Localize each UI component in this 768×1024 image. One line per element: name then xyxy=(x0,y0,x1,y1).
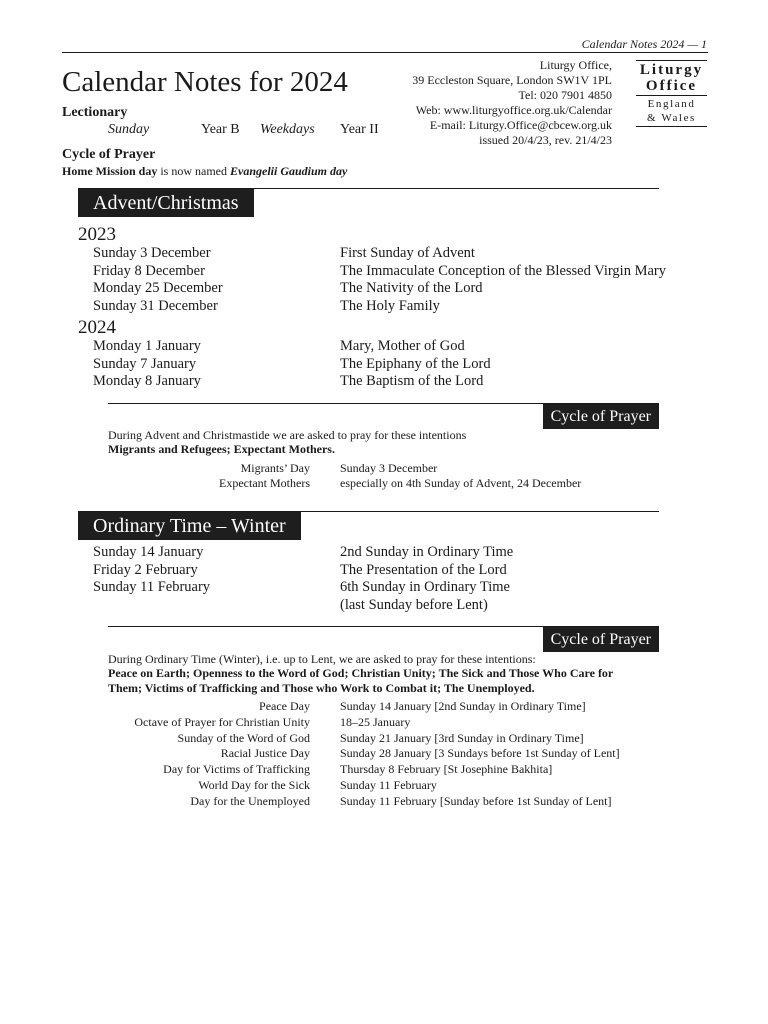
prayer-label: Sunday of the Word of God xyxy=(177,730,310,745)
prayer-value: especially on 4th Sunday of Advent, 24 December xyxy=(340,475,582,490)
feast: The Presentation of the Lord xyxy=(340,561,507,578)
home-mission-note: Home Mission day is now named Evangelii Gaudium day xyxy=(62,164,348,178)
prayer-label: Day for the Unemployed xyxy=(190,793,310,808)
running-head: Calendar Notes 2024 — 1 xyxy=(581,37,707,51)
lectionary-sunday-label: Sunday xyxy=(108,122,150,137)
prayer-value: Sunday 11 February [Sunday before 1st Sunday of Lent] xyxy=(340,793,612,808)
date: Sunday 31 December xyxy=(93,297,218,314)
header-rule xyxy=(62,52,708,53)
date: Friday 2 February xyxy=(93,561,198,578)
prayer-labels xyxy=(110,699,310,810)
prayer-label: Octave of Prayer for Christian Unity xyxy=(134,714,310,729)
feast-column xyxy=(340,544,513,614)
prayer-value: Thursday 8 February [St Josephine Bakhita] xyxy=(340,762,553,777)
cycle-of-prayer-heading: Cycle of Prayer xyxy=(62,147,156,162)
date-column xyxy=(93,245,223,315)
prayer-value: Sunday 14 January [2nd Sunday in Ordinary Time] xyxy=(340,699,586,713)
date-column xyxy=(93,544,210,597)
prayer-value: Sunday 21 January [3rd Sunday in Ordinary Time] xyxy=(340,730,584,745)
prayer-values xyxy=(340,461,581,490)
address-line: Liturgy Office, xyxy=(539,58,612,72)
contact-address xyxy=(412,58,612,148)
lectionary-sunday-value: Year B xyxy=(201,122,240,137)
prayer-intentions: Migrants and Refugees; Expectant Mothers. xyxy=(108,442,335,456)
prayer-label: Day for Victims of Trafficking xyxy=(163,762,310,777)
feast: The Baptism of the Lord xyxy=(340,373,484,389)
feast: 2nd Sunday in Ordinary Time xyxy=(340,544,514,560)
year-heading: 2023 xyxy=(78,224,116,245)
feast-column xyxy=(340,245,666,315)
address-line: E-mail: Liturgy.Office@cbcew.org.uk xyxy=(429,118,612,132)
date: Monday 25 December xyxy=(93,280,223,296)
date: Friday 8 December xyxy=(93,262,205,279)
date-column xyxy=(93,338,201,391)
prayer-values xyxy=(340,699,620,810)
lectionary-heading: Lectionary xyxy=(62,105,128,120)
year-heading: 2024 xyxy=(78,317,116,338)
address-line: 39 Eccleston Square, London SW1V 1PL xyxy=(412,73,612,87)
address-line: Web: www.liturgyoffice.org.uk/Calendar xyxy=(415,103,612,117)
lectionary-weekday-label: Weekdays xyxy=(260,122,315,137)
feast: (last Sunday before Lent) xyxy=(340,596,488,613)
prayer-label: Racial Justice Day xyxy=(220,746,310,761)
lectionary-weekday-value: Year II xyxy=(340,122,379,137)
prayer-value: Sunday 28 January [3 Sundays before 1st Sunday of Lent] xyxy=(340,746,620,761)
prayer-intentions: Them; Victims of Trafficking and Those who Work to Combat it; The Unemployed. xyxy=(108,681,535,695)
prayer-value: Sunday 11 February xyxy=(340,777,437,792)
address-line: Tel: 020 7901 4850 xyxy=(518,88,612,102)
date: Monday 8 January xyxy=(93,373,201,389)
feast: The Holy Family xyxy=(340,297,440,314)
feast: The Nativity of the Lord xyxy=(340,280,483,296)
prayer-value: 18–25 January xyxy=(340,714,411,729)
feast: Mary, Mother of God xyxy=(340,338,465,354)
prayer-value: Sunday 3 December xyxy=(340,461,438,475)
feast: First Sunday of Advent xyxy=(340,245,475,261)
prayer-intentions: Peace on Earth; Openness to the Word of God; Christian Unity; The Sick and Those Who Care for xyxy=(108,666,614,680)
date: Sunday 3 December xyxy=(93,245,211,261)
prayer-label: Expectant Mothers xyxy=(219,475,310,490)
date: Sunday 7 January xyxy=(93,355,197,372)
feast: The Immaculate Conception of the Blessed Virgin Mary xyxy=(340,262,666,279)
feast: The Epiphany of the Lord xyxy=(340,355,491,372)
prayer-label: Peace Day xyxy=(259,699,310,713)
prayer-intro: During Advent and Christmastide we are asked to pray for these intentions xyxy=(108,428,467,442)
prayer-label: Migrants’ Day xyxy=(240,461,310,475)
cycle-of-prayer-banner: Cycle of Prayer xyxy=(543,404,659,429)
prayer-intro: During Ordinary Time (Winter), i.e. up to Lent, we are asked to pray for these intentions: xyxy=(108,652,536,666)
prayer-labels xyxy=(110,461,310,490)
page-title: Calendar Notes for 2024 xyxy=(62,66,348,98)
section-banner-advent: Advent/Christmas xyxy=(78,189,254,217)
liturgy-office-logo: Liturgy Office England & Wales xyxy=(636,59,707,128)
date: Sunday 11 February xyxy=(93,579,211,595)
feast-column xyxy=(340,338,491,391)
prayer-label: World Day for the Sick xyxy=(198,777,310,792)
date: Monday 1 January xyxy=(93,338,201,354)
address-line: issued 20/4/23, rev. 21/4/23 xyxy=(479,133,612,147)
feast: 6th Sunday in Ordinary Time xyxy=(340,579,510,595)
date: Sunday 14 January xyxy=(93,544,204,560)
cycle-of-prayer-banner: Cycle of Prayer xyxy=(543,627,659,652)
section-banner-ordinary-time: Ordinary Time – Winter xyxy=(78,512,301,540)
